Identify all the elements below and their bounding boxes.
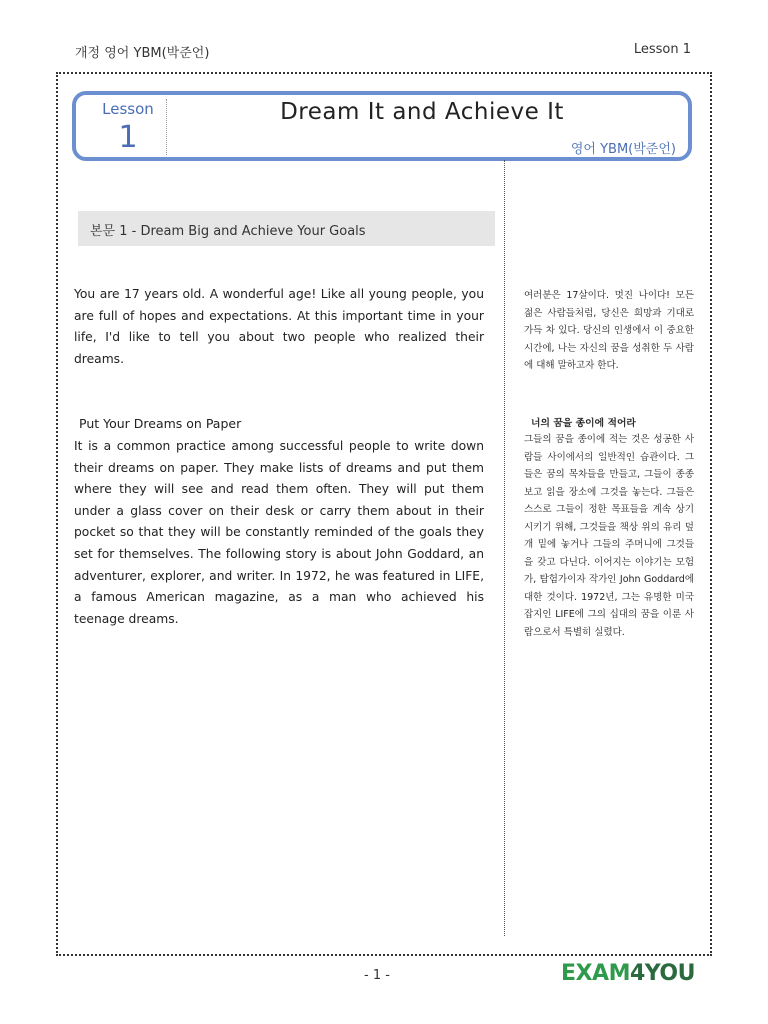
running-header-left: 개정 영어 YBM(박준언): [75, 46, 210, 61]
lesson-number: 1: [118, 120, 138, 155]
english-paragraph-2: It is a common practice among successful people to write down their dreams on paper. They make lists of dreams and put them where they will see and read them often. They will put them under a glass cover on their desk or carry them about in their pocket so that they will be constantly reminded of the goals they set for themselves. The following story is about John Goddard, an adventurer, explorer, and writer. In 1972, he was featured in LIFE, a famous American magazine, as a man who achieved his teenage dreams.: [74, 439, 484, 626]
english-paragraph-1: You are 17 years old. A wonderful age! Like all young people, you are full of hopes and expectations. At this important time in your life, I'd like to tell you about two people who realized their dreams.: [74, 287, 484, 366]
korean-subheading: 너의 꿈을 종이에 적어라: [531, 418, 636, 429]
title-divider: [166, 99, 167, 155]
logo-text-exam: EXAM: [561, 961, 630, 986]
english-subheading: Put Your Dreams on Paper: [79, 416, 242, 431]
running-header-right: Lesson 1: [633, 42, 691, 57]
korean-paragraph-1: 여러분은 17살이다. 멋진 나이다! 모든 젊은 사람들처럼, 당신은 희망과 기대로 가득 차 있다. 당신의 인생에서 이 중요한 시간에, 나는 자신의 꿈을 성취한 두 사람에 대해 말하고자 한다.: [524, 290, 694, 371]
column-divider: [504, 160, 505, 936]
logo-text-4you: 4YOU: [629, 961, 695, 986]
page-title: Dream It and Achieve It: [280, 99, 564, 125]
lesson-label: Lesson: [102, 100, 154, 118]
lesson-title-box: [72, 91, 692, 161]
page-number: - 1 -: [364, 968, 390, 983]
section-heading: 본문 1 - Dream Big and Achieve Your Goals: [78, 211, 495, 246]
korean-paragraph-2: 그들의 꿈을 종이에 적는 것은 성공한 사람들 사이에서의 일반적인 습관이다. 그들은 꿈의 목차들을 만들고, 그들이 종종 보고 읽을 장소에 그것을 놓는다. 그들은 스스로 그들이 정한 목표들을 계속 상기시키기 위해, 그것들을 책상 위의 유리 덮개 밑에 놓거나 그들의 주머니에 그것들을 갖고 다닌다. 이어지는 이야기는 모험가, 탐험가이자 작가인 John Goddard에 대한 것이다. 1972년, 그는 유명한 미국 잡지인 LIFE에 그의 십대의 꿈을 이룬 사람으로서 특별히 실렸다.: [524, 434, 694, 638]
exam4you-logo: [561, 961, 695, 986]
page-subtitle: 영어 YBM(박준언): [570, 142, 676, 157]
